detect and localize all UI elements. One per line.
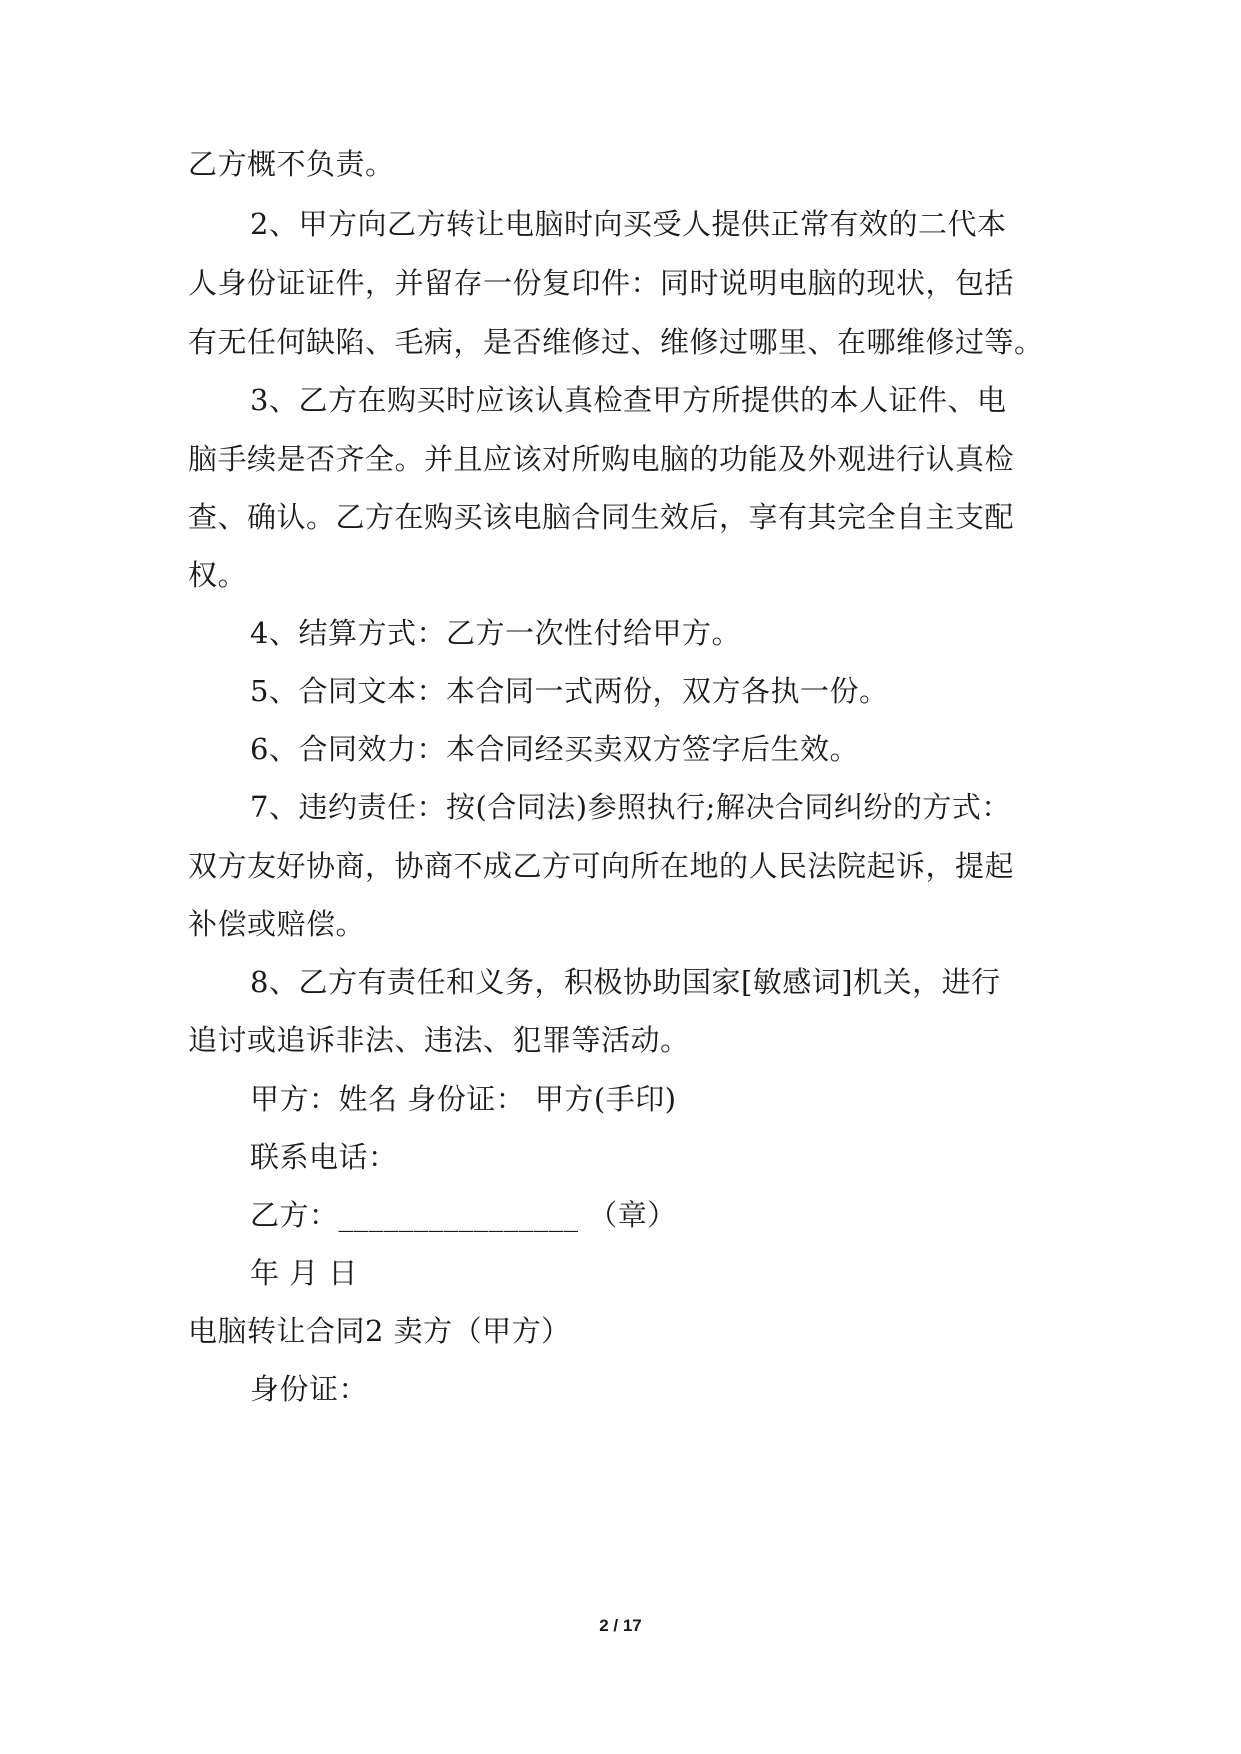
clause-8-line-1: 8、乙方有责任和义务，积极协助国家[敏感词]机关，进行	[250, 965, 1001, 999]
contact-phone-line: 联系电话：	[250, 1140, 398, 1174]
page-number: 2 / 17	[599, 1616, 642, 1635]
clause-2-line-2: 人身份证证件，并留存一份复印件：同时说明电脑的现状，包括	[188, 266, 1015, 300]
party-a-signature-line: 甲方：姓名 身份证： 甲方(手印)	[250, 1082, 677, 1116]
clause-3-line-3: 查、确认。乙方在购买该电脑合同生效后，享有其完全自主支配	[188, 500, 1015, 534]
clause-6: 6、合同效力：本合同经买卖双方签字后生效。	[250, 732, 859, 766]
clause-7-line-2: 双方友好协商，协商不成乙方可向所在地的人民法院起诉，提起	[188, 849, 1015, 883]
clause-3-line-4: 权。	[188, 558, 248, 592]
text-line-continuation: 乙方概不负责。	[188, 147, 395, 181]
id-card-line: 身份证：	[250, 1372, 369, 1406]
date-line: 年 月 日	[250, 1256, 358, 1290]
clause-5: 5、合同文本：本合同一式两份，双方各执一份。	[250, 674, 889, 708]
clause-7-line-3: 补偿或赔偿。	[188, 907, 366, 941]
clause-8-line-2: 追讨或追诉非法、违法、犯罪等活动。	[188, 1023, 690, 1057]
clause-7-line-1: 7、违约责任：按(合同法)参照执行;解决合同纠纷的方式：	[250, 790, 1011, 824]
clause-3-line-1: 3、乙方在购买时应该认真检查甲方所提供的本人证件、电	[250, 383, 1007, 417]
clause-4: 4、结算方式：乙方一次性付给甲方。	[250, 616, 741, 650]
clause-3-line-2: 脑手续是否齐全。并且应该对所购电脑的功能及外观进行认真检	[188, 442, 1015, 476]
clause-2-line-3: 有无任何缺陷、毛病，是否维修过、维修过哪里、在哪维修过等。	[188, 325, 1044, 359]
party-b-seal-line: 乙方：________________ （章）	[250, 1198, 677, 1232]
contract-2-title: 电脑转让合同2 卖方（甲方）	[188, 1314, 571, 1348]
clause-2-line-1: 2、甲方向乙方转让电脑时向买受人提供正常有效的二代本	[250, 207, 1007, 241]
